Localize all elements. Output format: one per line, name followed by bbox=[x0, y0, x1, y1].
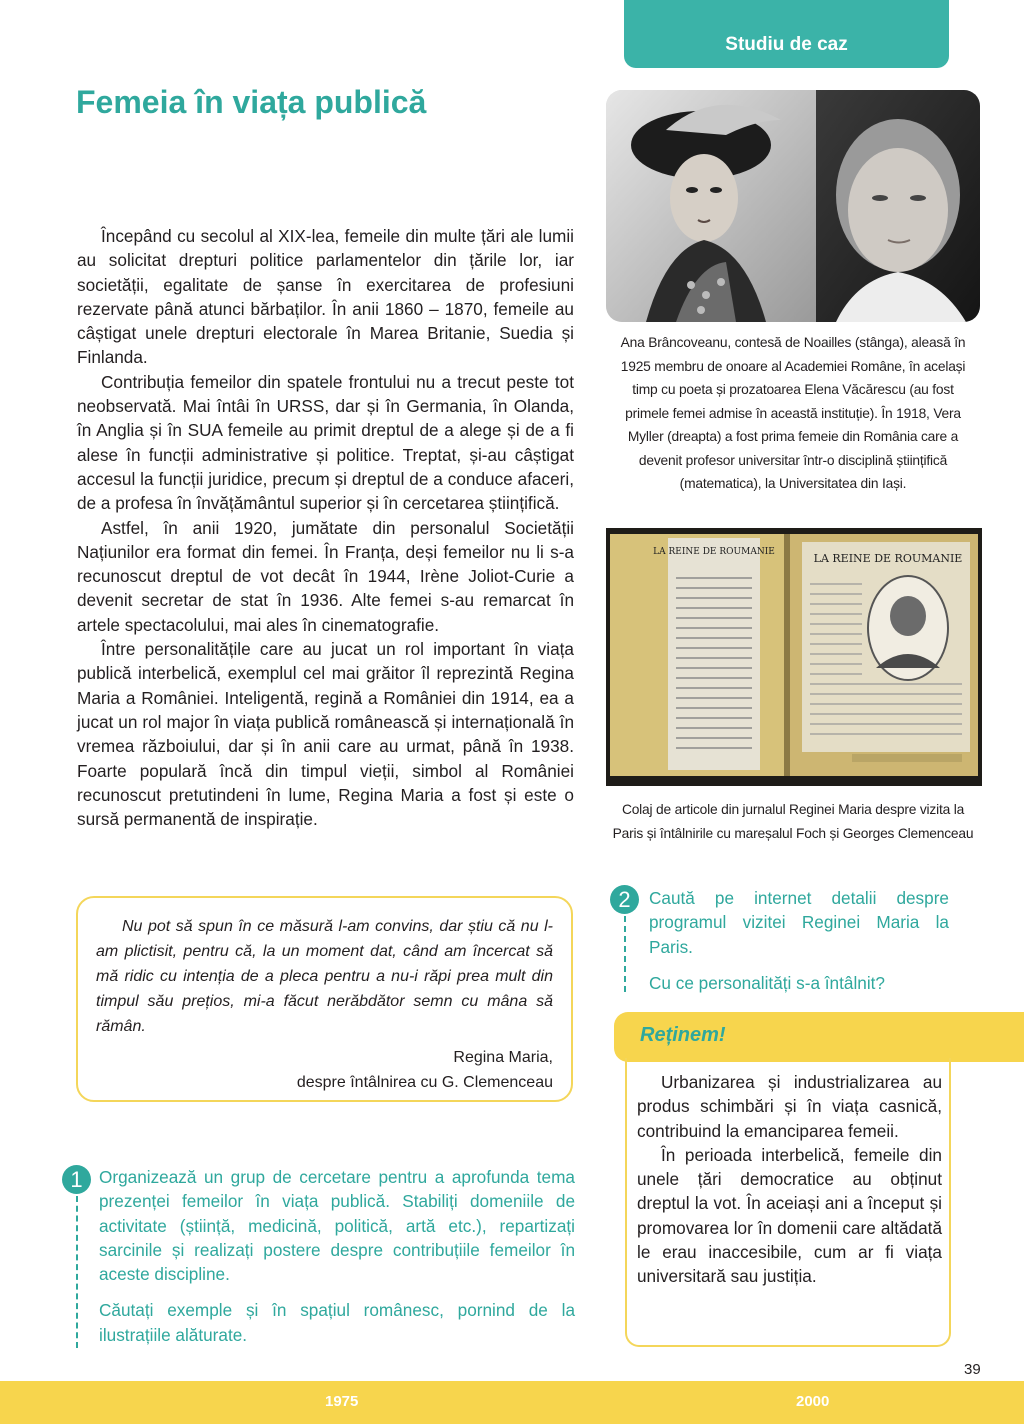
remember-title: Reținem! bbox=[640, 1024, 726, 1046]
task-dashed-line bbox=[76, 1196, 78, 1348]
portraits-illustration bbox=[606, 90, 980, 322]
paragraph: Astfel, în anii 1920, jumătate din personalul Societății Națiunilor era format din femei. În Franța, deși femeilor nu li s-a recunoscut dreptul de vot decât în 1944, Irène Joliot-Curie a devenit secretar de stat în 1936. Alte femei s-au remarcat în artele spectacolului, mai ales în cinematografie. bbox=[77, 517, 574, 635]
quote-author bbox=[96, 1045, 553, 1095]
paragraph: Între personalitățile care au jucat un rol important în viața publică interbelică, exemplul cel mai grăitor îl reprezintă Regina Maria a României. Inteligentă, regină a României din 1914, ea a jucat un rol major în viața publică românească și internațională în vremea războiului, dar și în anii care au urmat, până în 1938. Foarte populară încă din timpul vieții, simbol al României recunoscut pretutindeni în lume, Regina Maria a fost și este o sursă permanentă de inspirație. bbox=[77, 639, 574, 830]
portraits-photo bbox=[606, 90, 980, 322]
quote-box bbox=[76, 896, 573, 1102]
page-title: Femeia în viața publică bbox=[76, 84, 427, 120]
task-text: Organizează un grup de cercetare pentru a aprofunda tema prezenței femeilor în viața publică. Stabiliți domeniile de activitate (știință, medicină, politică, artă etc.), repartizați sarcinile și realizați postere despre contribuțiile femeilor în aceste discipline. bbox=[99, 1167, 575, 1285]
timeline-year: 1975 bbox=[325, 1393, 359, 1410]
paragraph: Începând cu secolul al XIX-lea, femeile din multe țări ale lumii au solicitat drepturi politice parlamentelor din țările lor, iar societății, egalitate de șanse în exercitarea de profesiuni rezervate până atunci bărbaților. În anii 1860 – 1870, femeile au câștigat unele drepturi electorale în Marea Britanie, Suedia și Finlanda. bbox=[77, 226, 574, 368]
task-2 bbox=[649, 886, 949, 1007]
remember-paragraph: În perioada interbelică, femeile din unele țări democratice au obținut dreptul la vot. În aceiași ani a început și promovarea lor în domenii care altădată le erau inaccesibile, cum ar fi viața universitară sau justiția. bbox=[637, 1144, 942, 1287]
page-number: 39 bbox=[964, 1361, 981, 1378]
main-text bbox=[77, 224, 574, 831]
quote-text: Nu pot să spun în ce măsură l-am convins, dar știu că nu l-am plictisit, pentru că, la un moment dat, când am încercat să mă ridic cu intenția de a pleca pentru a nu-i răpi prea mult din timpul său prețios, mi-a făcut nerăbdător semn cu mâna să rămân. bbox=[96, 918, 553, 1035]
task-number-badge: 2 bbox=[610, 885, 639, 914]
newspaper-collage-photo bbox=[606, 528, 982, 786]
task-text: Cu ce personalități s-a întâlnit? bbox=[649, 972, 885, 993]
remember-text bbox=[637, 1070, 942, 1289]
figure-caption: Ana Brâncoveanu, contesă de Noailles (stânga), aleasă în 1925 membru de onoare al Academiei Române, în același timp cu poeta și prozatoarea Elena Văcărescu (au fost primele femei admise în această instituție). În 1918, Vera Myller (dreapta) a fost prima femeie din România care a devenit profesor universitar într-o disciplină științifică (matematica), la Universitatea din Iași. bbox=[620, 335, 966, 491]
paragraph: Contribuția femeilor din spatele frontului nu a trecut peste tot neobservată. Mai întâi în URSS, dar și în Germania, în Olanda, în Anglia și în SUA femeile au primit dreptul de a alege și de a fi alese în funcții administrative și politice. Treptat, și-au câștigat accesul la funcții juridice, precum și dreptul de a conduce afaceri, de a profesa în învățământul superior și în cercetarea științifică. bbox=[77, 371, 574, 514]
remember-paragraph: Urbanizarea și industrializarea au produs schimbări și în viața casnică, contribuind la emanciparea femeii. bbox=[637, 1072, 942, 1141]
section-tab-label: Studiu de caz bbox=[725, 34, 848, 55]
task-1 bbox=[99, 1165, 575, 1359]
quote-author-name: Regina Maria, bbox=[453, 1049, 553, 1066]
timeline-year: 2000 bbox=[796, 1393, 830, 1410]
timeline-band bbox=[0, 1381, 1024, 1424]
task-number-badge: 1 bbox=[62, 1165, 91, 1194]
remember-header bbox=[614, 1012, 1024, 1062]
figure-caption: Colaj de articole din jurnalul Reginei Maria despre vizita la Paris și întâlnirile cu mareșalul Foch și Georges Clemenceau bbox=[612, 802, 974, 841]
section-tab bbox=[624, 0, 949, 68]
quote-author-context: despre întâlnirea cu G. Clemenceau bbox=[296, 1074, 553, 1091]
newspaper-collage-illustration bbox=[606, 528, 982, 786]
left-clipping-headline: LA REINE DE ROUMANIE bbox=[653, 547, 775, 557]
task-dashed-line bbox=[624, 916, 626, 992]
right-clipping-headline: LA REINE DE ROUMANIE bbox=[813, 552, 963, 565]
task-text: Căutați exemple și în spațiul românesc, pornind de la ilustrațiile alăturate. bbox=[99, 1300, 575, 1345]
task-text: Caută pe internet detalii despre programul vizitei Reginei Maria la Paris. bbox=[649, 888, 949, 957]
